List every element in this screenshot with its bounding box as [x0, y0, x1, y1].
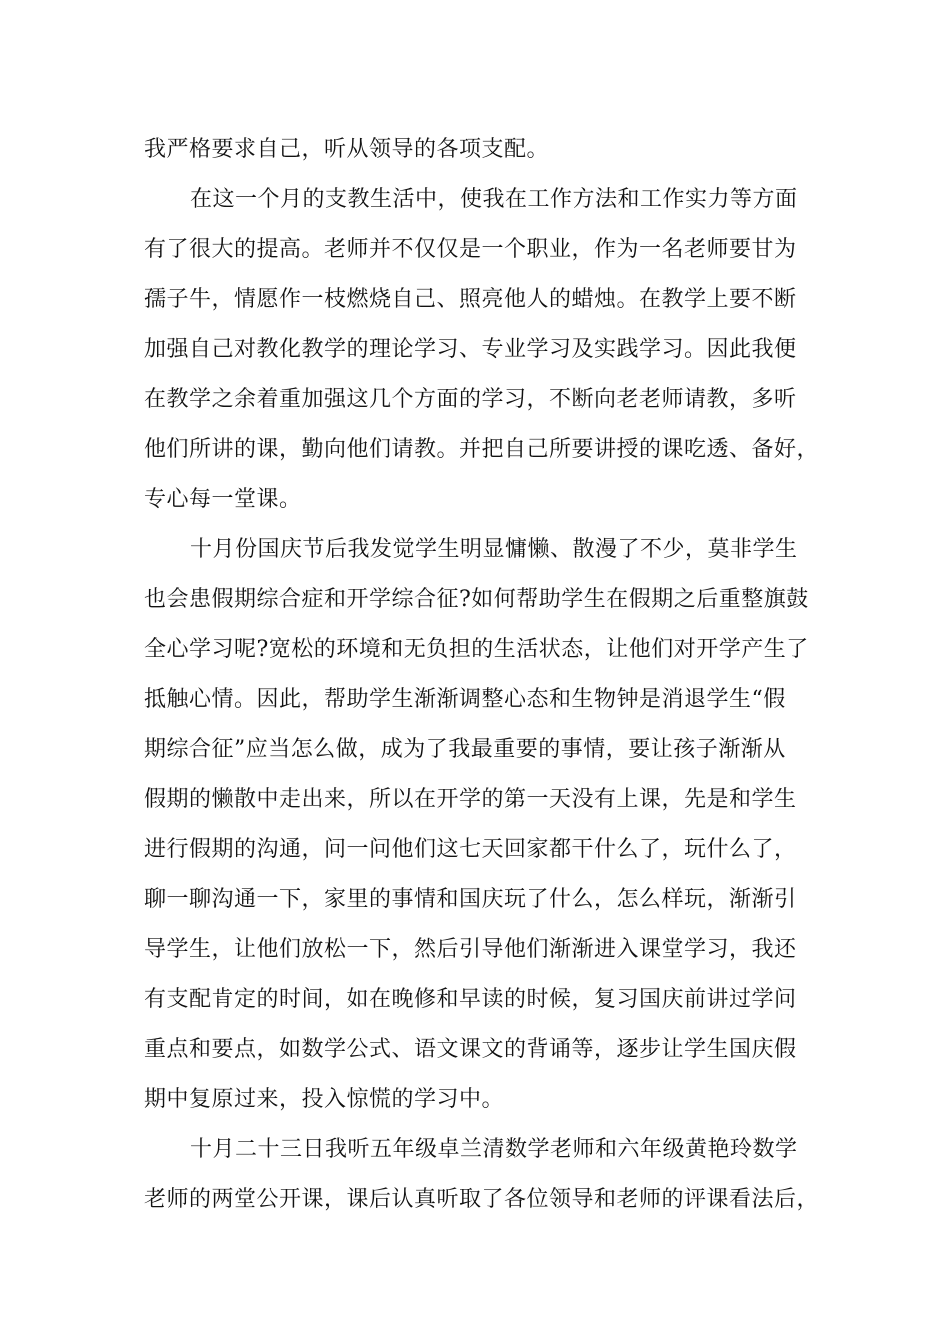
- text-line: 老师的两堂公开课，课后认真听取了各位领导和老师的评课看法后，: [144, 1187, 820, 1212]
- text-line: 我严格要求自己，听从领导的各项支配。: [144, 137, 550, 162]
- text-line: 孺子牛，情愿作一枝燃烧自己、照亮他人的蜡烛。在教学上要不断: [144, 287, 797, 312]
- text-line: 也会患假期综合症和开学综合征?如何帮助学生在假期之后重整旗鼓: [144, 587, 809, 612]
- text-line: 专心每一堂课。: [144, 487, 302, 512]
- text-line: 进行假期的沟通，问一问他们这七天回家都干什么了，玩什么了，: [144, 837, 797, 862]
- text-line: 加强自己对教化教学的理论学习、专业学习及实践学习。因此我便: [144, 337, 797, 362]
- paragraph-first-line: 在这一个月的支教生活中，使我在工作方法和工作实力等方面: [190, 187, 798, 212]
- text-line: 聊一聊沟通一下，家里的事情和国庆玩了什么，怎么样玩，渐渐引: [144, 887, 797, 912]
- text-line: 抵触心情。因此，帮助学生渐渐调整心态和生物钟是消退学生“假: [144, 687, 786, 712]
- text-line: 在教学之余着重加强这几个方面的学习，不断向老老师请教，多听: [144, 387, 797, 412]
- text-line: 有了很大的提高。老师并不仅仅是一个职业，作为一名老师要甘为: [144, 237, 797, 262]
- text-line: 有支配肯定的时间，如在晚修和早读的时候，复习国庆前讲过学问: [144, 987, 797, 1012]
- text-line: 全心学习呢?宽松的环境和无负担的生活状态，让他们对开学产生了: [144, 637, 809, 662]
- text-line: 期综合征”应当怎么做，成为了我最重要的事情，要让孩子渐渐从: [144, 737, 786, 762]
- paragraph-first-line: 十月二十三日我听五年级卓兰清数学老师和六年级黄艳玲数学: [190, 1137, 798, 1162]
- text-line: 导学生，让他们放松一下，然后引导他们渐渐进入课堂学习，我还: [144, 937, 797, 962]
- text-line: 期中复原过来，投入惊慌的学习中。: [144, 1087, 505, 1112]
- paragraph-first-line: 十月份国庆节后我发觉学生明显慵懒、散漫了不少，莫非学生: [190, 537, 798, 562]
- text-line: 他们所讲的课，勤向他们请教。并把自己所要讲授的课吃透、备好，: [144, 437, 820, 462]
- text-line: 假期的懒散中走出来，所以在开学的第一天没有上课，先是和学生: [144, 787, 797, 812]
- text-line: 重点和要点，如数学公式、语文课文的背诵等，逐步让学生国庆假: [144, 1037, 797, 1062]
